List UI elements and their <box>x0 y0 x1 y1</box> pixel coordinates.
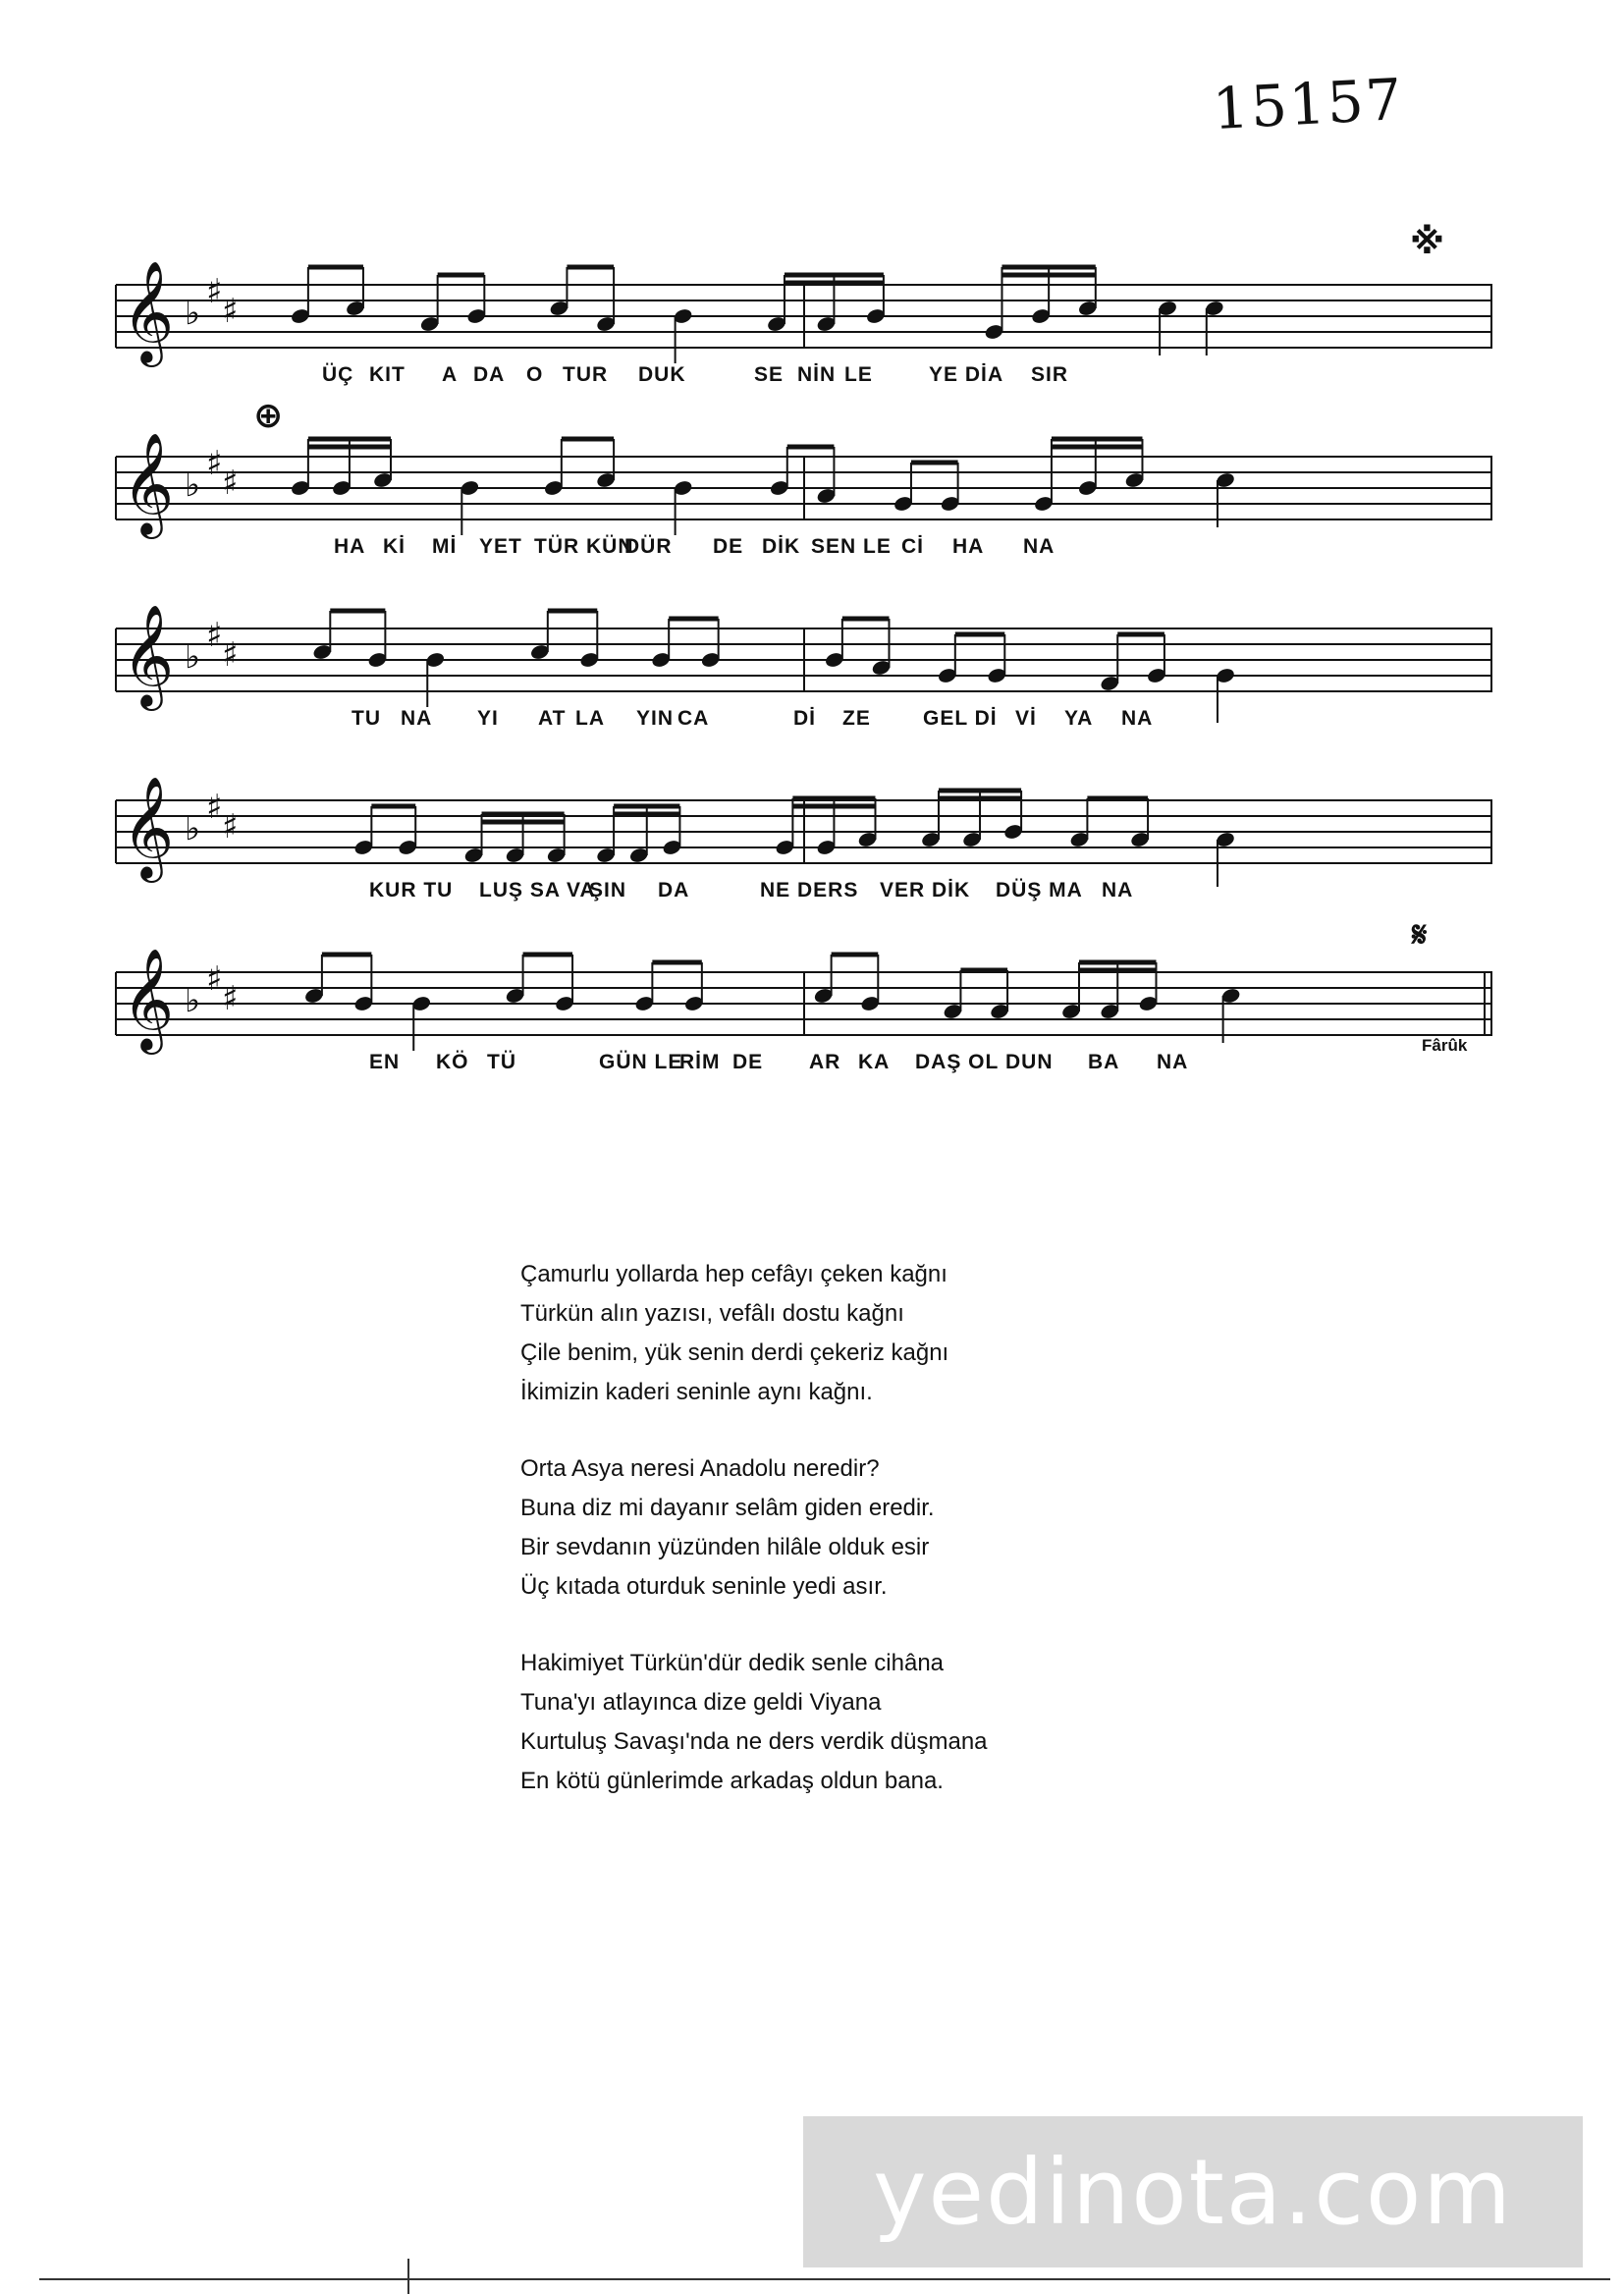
sharp-accidental: ♯ <box>206 616 223 655</box>
lyric-syllable: DAŞ OL <box>915 1051 1000 1073</box>
lyric-syllable: TÜ <box>487 1051 516 1073</box>
lyric-syllable: Mİ <box>432 535 458 558</box>
lyric-syllable: Kİ <box>383 535 406 558</box>
sharp-accidental: ♯ <box>206 788 223 827</box>
flat-accidental: ♭ <box>185 465 201 505</box>
verse-line: En kötü günlerimde arkadaş oldun bana. <box>520 1768 944 1794</box>
treble-clef: 𝄞 <box>122 948 175 1051</box>
sharp-accidental: ♯ <box>222 464 239 503</box>
lyric-syllable: YET <box>479 535 522 558</box>
staff-system <box>116 222 1492 393</box>
navigation-sign: ⊕ <box>253 396 284 436</box>
lyric-syllable: LE <box>844 363 873 386</box>
verse-line: Buna diz mi dayanır selâm giden eredir. <box>520 1495 935 1521</box>
sharp-accidental: ♯ <box>206 272 223 311</box>
lyrics-line <box>116 1051 1492 1080</box>
lyric-syllable: NA <box>1157 1051 1189 1073</box>
lyric-syllable: ŞIN <box>589 879 627 901</box>
flat-accidental: ♭ <box>185 809 201 848</box>
sharp-accidental: ♯ <box>206 444 223 483</box>
sharp-accidental: ♯ <box>222 979 239 1018</box>
lyric-syllable: DUK <box>638 363 686 386</box>
page-number: 15157 <box>1211 65 1406 143</box>
verse-line: Üç kıtada oturduk seninle yedi asır. <box>520 1573 888 1600</box>
lyric-syllable: KUR TU <box>369 879 454 901</box>
lyric-syllable: SE <box>754 363 785 386</box>
lyric-syllable: A <box>442 363 459 386</box>
flat-accidental: ♭ <box>185 981 201 1020</box>
lyric-syllable: NİN <box>797 363 837 386</box>
lyric-syllable: DİK <box>762 535 801 558</box>
lyric-syllable: NE DERS <box>760 879 859 901</box>
lyric-syllable: KA <box>858 1051 891 1073</box>
lyric-syllable: NA <box>1023 535 1056 558</box>
watermark-text: yedinota.com <box>873 2139 1513 2245</box>
lyric-syllable: O <box>526 363 544 386</box>
verse-line: Çile benim, yük senin derdi çekeriz kağnı <box>520 1339 949 1366</box>
navigation-sign: ※ <box>1410 222 1444 262</box>
lyrics-line <box>116 707 1492 737</box>
lyric-syllable: LUŞ SA VA <box>479 879 596 901</box>
lyric-syllable: TÜR KÜN <box>534 535 634 558</box>
stanza <box>520 1449 1208 1607</box>
lyric-syllable: TUR <box>563 363 609 386</box>
lyric-syllable: SEN LE <box>811 535 892 558</box>
lyric-syllable: DE <box>713 535 744 558</box>
treble-clef: 𝄞 <box>122 776 175 879</box>
flat-accidental: ♭ <box>185 637 201 677</box>
lyric-syllable: EN <box>369 1051 401 1073</box>
sharp-accidental: ♯ <box>206 959 223 999</box>
lyric-syllable: DA <box>473 363 506 386</box>
sharp-accidental: ♯ <box>222 807 239 847</box>
staff <box>116 417 1492 535</box>
staff <box>116 246 1492 363</box>
bottom-rule <box>39 2278 1610 2280</box>
sharp-accidental: ♯ <box>222 292 239 331</box>
lyric-syllable: NA <box>1121 707 1154 730</box>
lyric-syllable: DÜŞ MA <box>996 879 1083 901</box>
lyric-syllable: HA <box>334 535 366 558</box>
lyric-syllable: TU <box>352 707 381 730</box>
staff <box>116 761 1492 879</box>
lyric-syllable: ZE <box>842 707 871 730</box>
treble-clef: 𝄞 <box>122 604 175 707</box>
lyric-syllable: KÖ <box>436 1051 469 1073</box>
lyric-syllable: YI <box>477 707 499 730</box>
lyric-syllable: Vİ <box>1015 707 1037 730</box>
lyric-syllable: DA <box>658 879 690 901</box>
lyric-syllable: LA <box>575 707 605 730</box>
lyric-syllable: Cİ <box>901 535 924 558</box>
lyric-syllable: HA <box>952 535 985 558</box>
bottom-divider <box>407 2259 409 2294</box>
lyric-syllable: DE <box>732 1051 764 1073</box>
sharp-accidental: ♯ <box>222 635 239 675</box>
lyrics-line <box>116 879 1492 908</box>
poem <box>520 1255 1208 1838</box>
watermark <box>803 2116 1583 2267</box>
verse-line: Tuna'yı atlayınca dize geldi Viyana <box>520 1689 882 1716</box>
verse-line: Bir sevdanın yüzünden hilâle olduk esir <box>520 1534 930 1560</box>
lyric-syllable: CA <box>677 707 710 730</box>
stanza <box>520 1644 1208 1801</box>
staff <box>116 589 1492 707</box>
verse-line: Orta Asya neresi Anadolu neredir? <box>520 1455 880 1482</box>
treble-clef: 𝄞 <box>122 260 175 363</box>
staff-system <box>116 915 1492 1080</box>
lyric-syllable: NA <box>401 707 433 730</box>
lyric-syllable: YA <box>1064 707 1094 730</box>
lyric-syllable: KIT <box>369 363 406 386</box>
lyric-syllable: GEL Dİ <box>923 707 998 730</box>
lyric-syllable: SIR <box>1031 363 1069 386</box>
composer-signature: Fârûk <box>1422 1036 1468 1055</box>
staff-system <box>116 761 1492 908</box>
lyric-syllable: VER DİK <box>880 879 971 901</box>
verse-line: Kurtuluş Savaşı'nda ne ders verdik düşmana <box>520 1728 988 1755</box>
lyric-syllable: Dİ <box>793 707 816 730</box>
lyrics-line <box>116 363 1492 393</box>
navigation-sign: 𝄋 <box>1412 915 1428 956</box>
flat-accidental: ♭ <box>185 294 201 333</box>
lyric-syllable: GÜN LE <box>599 1051 683 1073</box>
lyric-syllable: YIN <box>636 707 675 730</box>
lyric-syllable: AR <box>809 1051 841 1073</box>
lyric-syllable: RİM <box>679 1051 721 1073</box>
treble-clef: 𝄞 <box>122 432 175 535</box>
verse-line: Çamurlu yollarda hep cefâyı çeken kağnı <box>520 1261 947 1287</box>
verse-line: İkimizin kaderi seninle aynı kağnı. <box>520 1379 873 1405</box>
staff-system <box>116 589 1492 737</box>
lyric-syllable: A <box>988 363 1004 386</box>
verse-line: Hakimiyet Türkün'dür dedik senle cihâna <box>520 1650 945 1676</box>
stanza <box>520 1255 1208 1412</box>
verse-line: Türkün alın yazısı, vefâlı dostu kağnı <box>520 1300 904 1327</box>
lyric-syllable: DÜR <box>624 535 673 558</box>
staff-system <box>116 396 1492 565</box>
lyric-syllable: AT <box>538 707 567 730</box>
lyric-syllable: NA <box>1102 879 1134 901</box>
lyric-syllable: DUN <box>1005 1051 1054 1073</box>
lyric-syllable: BA <box>1088 1051 1120 1073</box>
lyric-syllable: YE Dİ <box>929 363 988 386</box>
lyric-syllable: ÜÇ <box>322 363 354 386</box>
lyrics-line <box>116 535 1492 565</box>
